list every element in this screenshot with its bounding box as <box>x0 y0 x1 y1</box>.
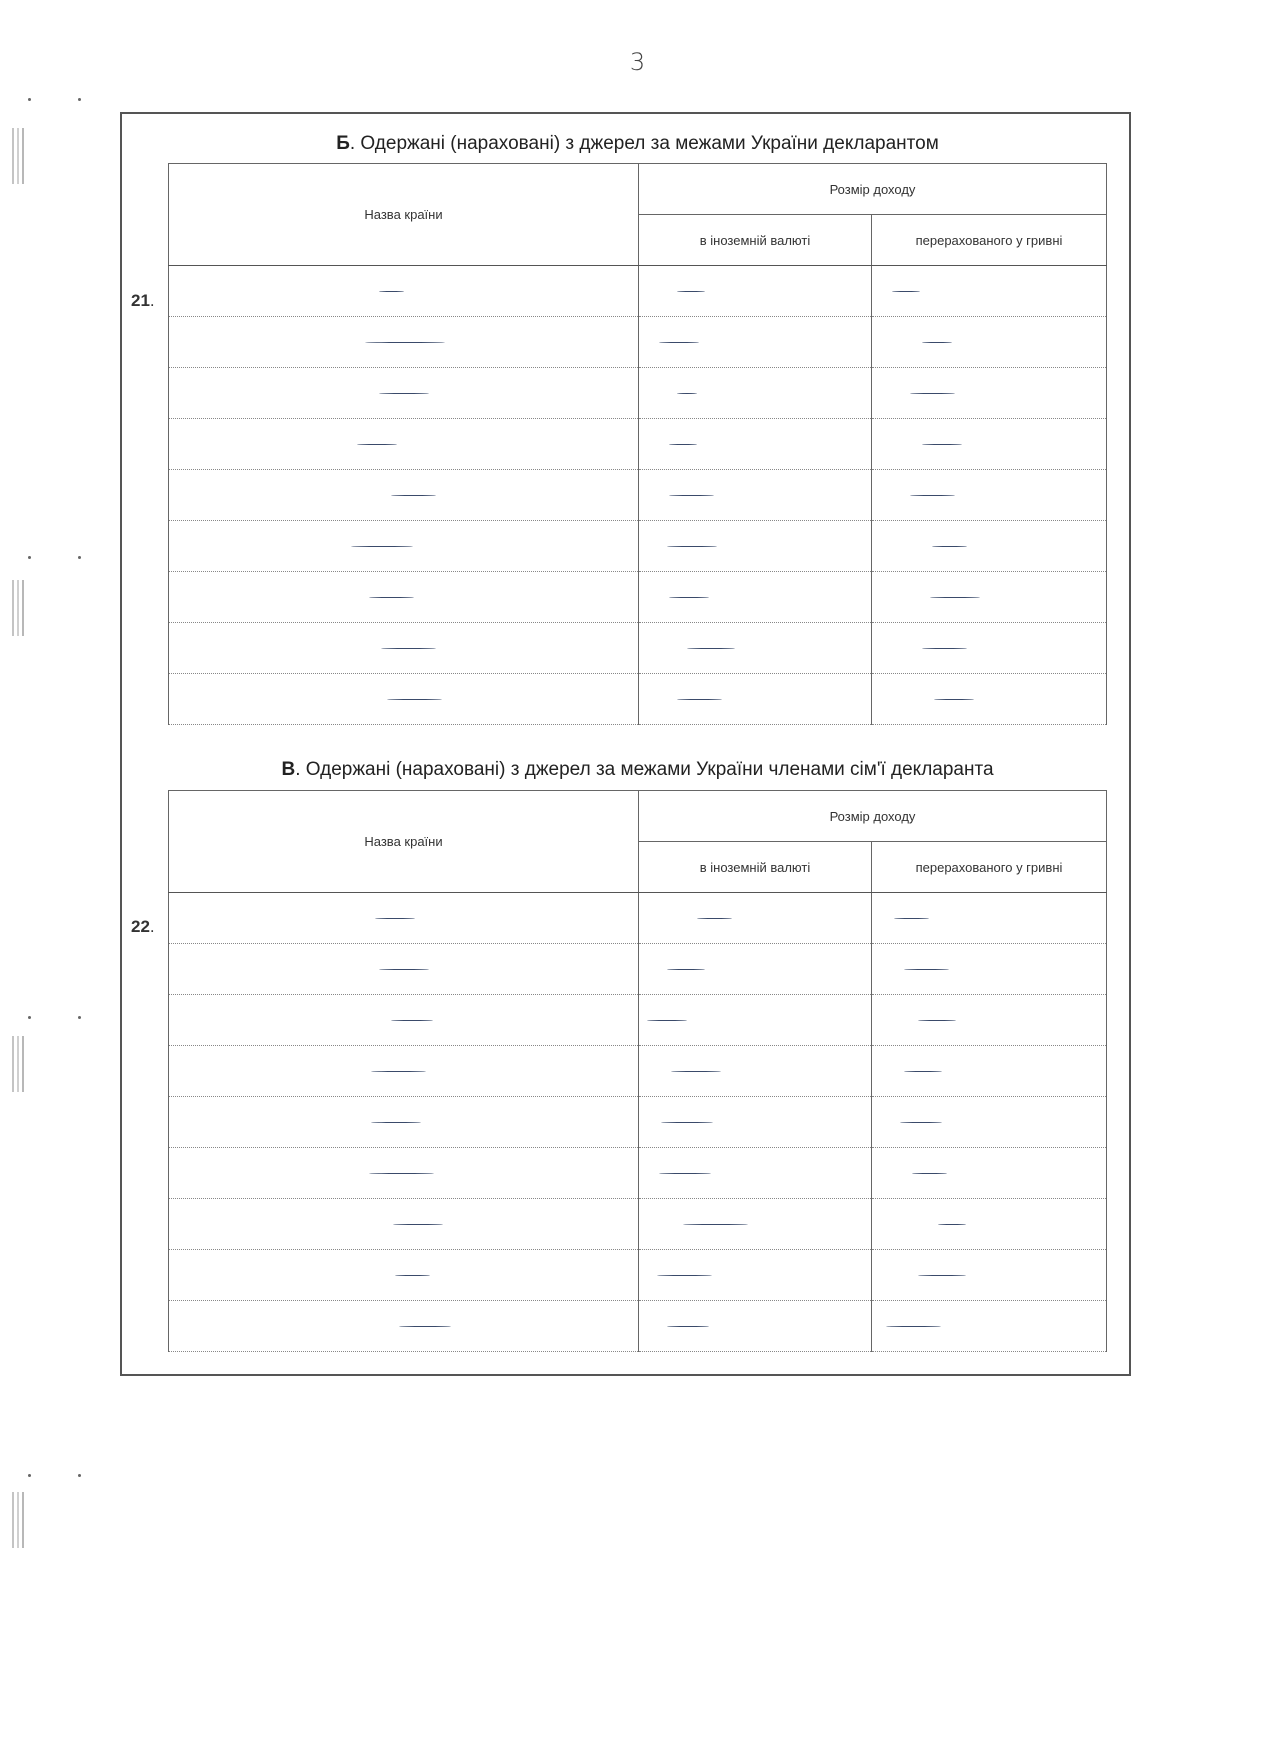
cell-foreign <box>639 944 872 995</box>
blank-field-dash <box>894 918 929 919</box>
cell-uah <box>872 572 1107 623</box>
table-row <box>169 317 1107 368</box>
row-number-22-value: 22 <box>131 917 150 936</box>
table-section-b <box>168 163 1107 725</box>
cell-foreign <box>639 419 872 470</box>
table-row <box>169 572 1107 623</box>
cell-foreign <box>639 1148 872 1199</box>
cell-uah <box>872 944 1107 995</box>
blank-field-dash <box>659 1173 711 1174</box>
blank-field-dash <box>369 1173 434 1174</box>
cell-country <box>169 521 639 572</box>
blank-field-dash <box>930 597 980 598</box>
blank-field-dash <box>886 1326 941 1327</box>
blank-field-dash <box>922 444 962 445</box>
table-row <box>169 1301 1107 1352</box>
cell-country <box>169 674 639 725</box>
cell-uah <box>872 317 1107 368</box>
row-number-21: 21. <box>131 291 155 310</box>
blank-field-dash <box>922 342 952 343</box>
column-header-income-size: Розмір доходу <box>639 164 1107 215</box>
cell-uah <box>872 521 1107 572</box>
blank-field-dash <box>910 495 955 496</box>
blank-field-dash <box>371 1122 421 1123</box>
blank-field-dash <box>379 393 429 394</box>
blank-field-dash <box>669 444 697 445</box>
cell-country <box>169 1250 639 1301</box>
cell-foreign <box>639 1250 872 1301</box>
cell-uah <box>872 1046 1107 1097</box>
cell-foreign <box>639 470 872 521</box>
table-row <box>169 419 1107 470</box>
blank-field-dash <box>379 969 429 970</box>
cell-country <box>169 572 639 623</box>
blank-field-dash <box>393 1224 443 1225</box>
blank-field-dash <box>912 1173 947 1174</box>
table-row <box>169 674 1107 725</box>
table-row <box>169 1148 1107 1199</box>
cell-uah <box>872 1199 1107 1250</box>
blank-field-dash <box>371 1071 426 1072</box>
table-row <box>169 623 1107 674</box>
cell-country <box>169 368 639 419</box>
column-header-foreign-currency: в іноземній валюті <box>639 842 872 893</box>
row-number-21-value: 21 <box>131 291 150 310</box>
cell-uah <box>872 674 1107 725</box>
table-row <box>169 470 1107 521</box>
blank-field-dash <box>659 342 699 343</box>
blank-field-dash <box>387 699 442 700</box>
scan-dot <box>28 1016 31 1019</box>
cell-uah <box>872 368 1107 419</box>
cell-foreign <box>639 1097 872 1148</box>
section-b-title-text: . Одержані (нараховані) з джерел за межами України декларантом <box>349 133 939 154</box>
cell-uah <box>872 1301 1107 1352</box>
cell-country <box>169 470 639 521</box>
blank-field-dash <box>922 648 967 649</box>
cell-country <box>169 1199 639 1250</box>
scan-dot <box>28 1474 31 1477</box>
blank-field-dash <box>399 1326 451 1327</box>
blank-field-dash <box>938 1224 966 1225</box>
cell-country <box>169 419 639 470</box>
blank-field-dash <box>391 1020 433 1021</box>
cell-country <box>169 317 639 368</box>
scan-dot <box>78 1474 81 1477</box>
blank-field-dash <box>677 393 697 394</box>
cell-country <box>169 893 639 944</box>
blank-field-dash <box>375 918 415 919</box>
cell-uah <box>872 1250 1107 1301</box>
table-row <box>169 944 1107 995</box>
cell-uah <box>872 995 1107 1046</box>
blank-field-dash <box>381 648 436 649</box>
cell-country <box>169 944 639 995</box>
row-number-22: 22. <box>131 917 155 936</box>
cell-foreign <box>639 368 872 419</box>
scan-dot <box>28 556 31 559</box>
section-b-title <box>0 133 1275 155</box>
blank-field-dash <box>661 1122 713 1123</box>
blank-field-dash <box>667 969 705 970</box>
blank-field-dash <box>677 291 705 292</box>
cell-uah <box>872 1148 1107 1199</box>
cell-foreign <box>639 266 872 317</box>
blank-field-dash <box>910 393 955 394</box>
blank-field-dash <box>918 1020 956 1021</box>
cell-foreign <box>639 995 872 1046</box>
blank-field-dash <box>365 342 445 343</box>
cell-uah <box>872 419 1107 470</box>
binding-hole-mark <box>12 1036 26 1092</box>
blank-field-dash <box>357 444 397 445</box>
blank-field-dash <box>683 1224 748 1225</box>
cell-uah <box>872 1097 1107 1148</box>
scan-dot <box>78 98 81 101</box>
section-v-title <box>0 759 1275 781</box>
blank-field-dash <box>934 699 974 700</box>
blank-field-dash <box>932 546 967 547</box>
blank-field-dash <box>904 969 949 970</box>
scan-dot <box>78 556 81 559</box>
cell-country <box>169 623 639 674</box>
blank-field-dash <box>667 1326 709 1327</box>
table-row <box>169 893 1107 944</box>
blank-field-dash <box>391 495 436 496</box>
cell-foreign <box>639 572 872 623</box>
column-header-foreign-currency: в іноземній валюті <box>639 215 872 266</box>
blank-field-dash <box>667 546 717 547</box>
blank-field-dash <box>892 291 920 292</box>
blank-field-dash <box>918 1275 966 1276</box>
cell-uah <box>872 470 1107 521</box>
blank-field-dash <box>697 918 732 919</box>
column-header-country: Назва країни <box>169 164 639 266</box>
table-row <box>169 266 1107 317</box>
blank-field-dash <box>379 291 404 292</box>
blank-field-dash <box>657 1275 712 1276</box>
cell-country <box>169 1301 639 1352</box>
cell-foreign <box>639 317 872 368</box>
table-row <box>169 521 1107 572</box>
column-header-country: Назва країни <box>169 791 639 893</box>
table-row <box>169 1199 1107 1250</box>
blank-field-dash <box>669 597 709 598</box>
blank-field-dash <box>647 1020 687 1021</box>
cell-uah <box>872 893 1107 944</box>
cell-foreign <box>639 1301 872 1352</box>
blank-field-dash <box>687 648 735 649</box>
cell-foreign <box>639 623 872 674</box>
page-number: 3 <box>629 48 646 76</box>
cell-uah <box>872 623 1107 674</box>
section-v-letter: В <box>281 759 296 780</box>
table-row <box>169 1046 1107 1097</box>
cell-foreign <box>639 1199 872 1250</box>
table-row <box>169 1250 1107 1301</box>
blank-field-dash <box>904 1071 942 1072</box>
binding-hole-mark <box>12 580 26 636</box>
blank-field-dash <box>671 1071 721 1072</box>
cell-foreign <box>639 893 872 944</box>
cell-country <box>169 266 639 317</box>
blank-field-dash <box>351 546 413 547</box>
cell-foreign <box>639 521 872 572</box>
column-header-uah: перерахованого у гривні <box>872 842 1107 893</box>
blank-field-dash <box>369 597 414 598</box>
blank-field-dash <box>900 1122 942 1123</box>
cell-foreign <box>639 1046 872 1097</box>
section-b-letter: Б <box>336 133 350 154</box>
cell-foreign <box>639 674 872 725</box>
cell-country <box>169 1148 639 1199</box>
column-header-income-size: Розмір доходу <box>639 791 1107 842</box>
cell-uah <box>872 266 1107 317</box>
cell-country <box>169 995 639 1046</box>
scan-dot <box>78 1016 81 1019</box>
cell-country <box>169 1097 639 1148</box>
blank-field-dash <box>395 1275 430 1276</box>
section-v-title-text: . Одержані (нараховані) з джерел за межами України членами сім'ї декларанта <box>295 759 994 780</box>
cell-country <box>169 1046 639 1097</box>
table-section-v <box>168 790 1107 1352</box>
blank-field-dash <box>677 699 722 700</box>
scan-dot <box>28 98 31 101</box>
column-header-uah: перерахованого у гривні <box>872 215 1107 266</box>
table-row <box>169 368 1107 419</box>
table-row <box>169 1097 1107 1148</box>
blank-field-dash <box>669 495 714 496</box>
binding-hole-mark <box>12 1492 26 1548</box>
table-row <box>169 995 1107 1046</box>
